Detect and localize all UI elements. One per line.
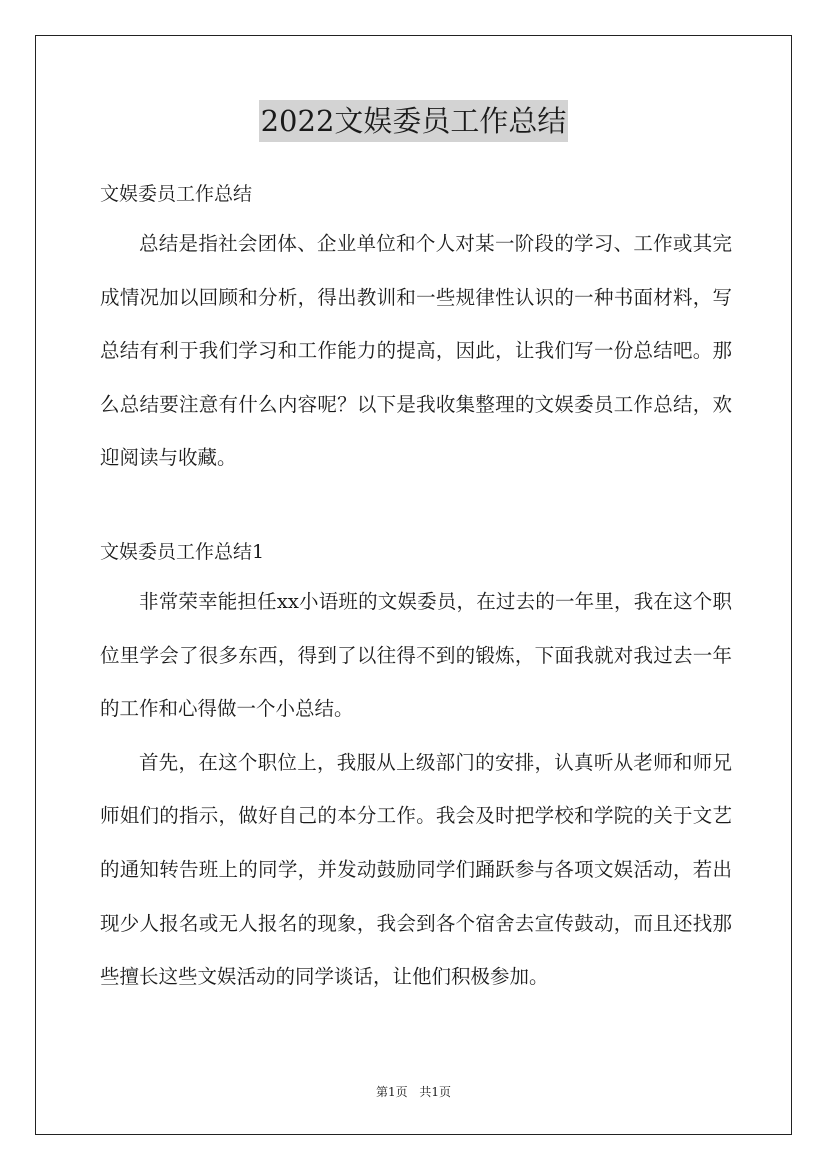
paragraph-2: 首先，在这个职位上，我服从上级部门的安排，认真听从老师和师兄师姐们的指示，做好自己的本分工作。我会及时把学校和学院的关于文艺的通知转告班上的同学，并发动鼓励同学们踊跃参与各项文娱活动，若出现少人报名或无人报名的现象，我会到各个宿舍去宣传鼓动，而且还找那些擅长这些文娱活动的同学谈话，让他们积极参加。 xyxy=(100,750,732,989)
title-container xyxy=(0,100,827,142)
page-footer xyxy=(0,1083,827,1101)
paragraph-1: 非常荣幸能担任xx小语班的文娱委员，在过去的一年里，我在这个职位里学会了很多东西，得到了以往得不到的锻炼，下面我就对我过去一年的工作和心得做一个小总结。 xyxy=(100,589,732,721)
page-number: 第1页 xyxy=(375,1085,408,1099)
page-total: 共1页 xyxy=(419,1085,452,1099)
section-spacer xyxy=(100,485,732,530)
document-title: 2022文娱委员工作总结 xyxy=(259,100,569,142)
document-body xyxy=(100,172,732,1004)
intro-paragraph: 总结是指社会团体、企业单位和个人对某一阶段的学习、工作或其完成情况加以回顾和分析，得出教训和一些规律性认识的一种书面材料，写总结有利于我们学习和工作能力的提高，因此，让我们写一份总结吧。那么总结要注意有什么内容呢？以下是我收集整理的文娱委员工作总结，欢迎阅读与收藏。 xyxy=(100,232,732,470)
section-heading-1: 文娱委员工作总结1 xyxy=(100,540,265,563)
section-heading-intro: 文娱委员工作总结 xyxy=(100,183,253,205)
